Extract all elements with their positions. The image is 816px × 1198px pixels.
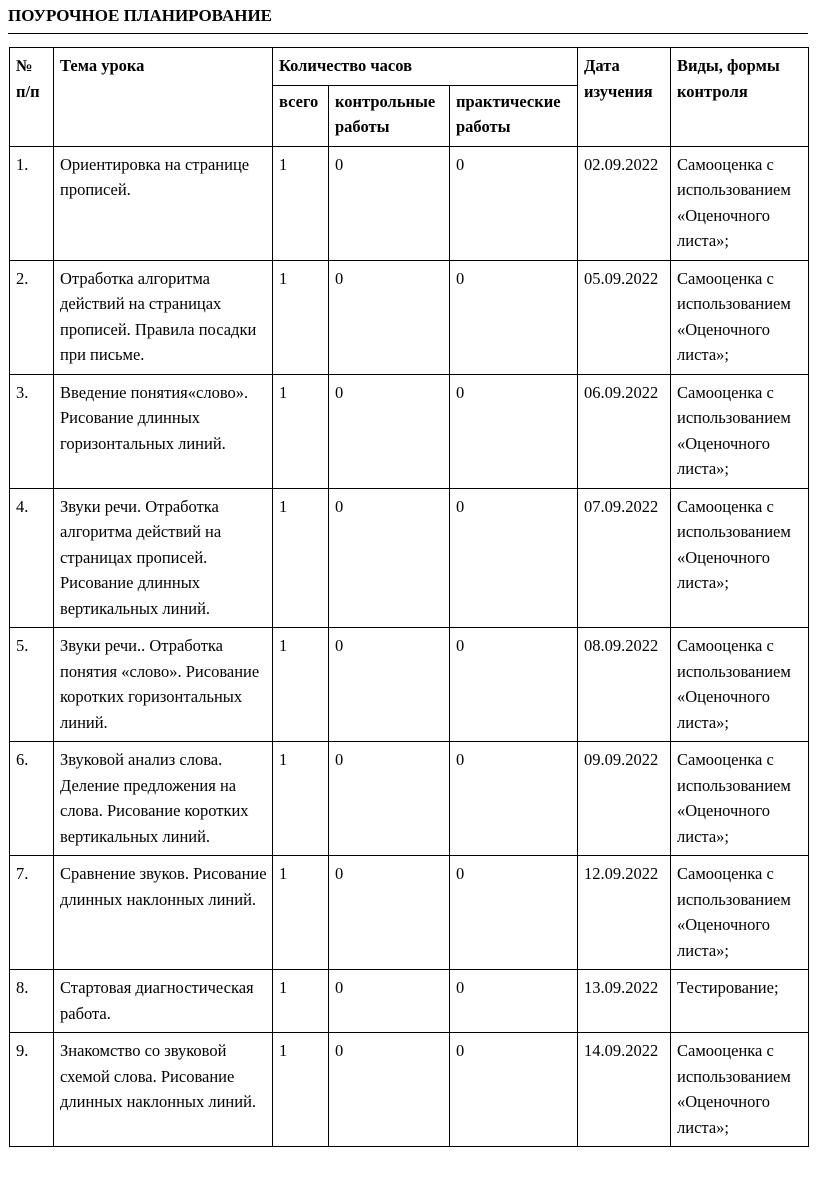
row-practical-works-cell: 0 [450,628,578,742]
row-practical-works-cell: 0 [450,856,578,970]
row-practical-works-cell: 0 [450,970,578,1033]
header-total: всего [273,85,329,146]
row-total-hours-cell: 1 [273,742,329,856]
row-total-hours-cell: 1 [273,628,329,742]
row-practical-works-cell: 0 [450,1033,578,1147]
row-total-hours-cell: 1 [273,1033,329,1147]
row-control-works-cell: 0 [329,146,450,260]
row-total-hours-cell: 1 [273,970,329,1033]
table-row [10,260,809,374]
row-control-form-cell: Тестирование; [671,970,809,1033]
row-topic-cell: Отработка алгоритма действий на страницах прописей. Правила посадки при письме. [54,260,273,374]
table-row [10,488,809,628]
row-date-cell: 08.09.2022 [578,628,671,742]
row-total-hours-cell: 1 [273,856,329,970]
row-date-cell: 06.09.2022 [578,374,671,488]
row-control-works-cell: 0 [329,488,450,628]
header-hours: Количество часов [273,48,578,86]
row-topic-cell: Введение понятия«слово». Рисование длинных горизонтальных линий. [54,374,273,488]
row-control-form-cell: Самооценка с использованием «Оценочного листа»; [671,260,809,374]
header-date: Дата изучения [578,48,671,147]
row-number-cell: 6. [10,742,54,856]
row-control-form-cell: Самооценка с использованием «Оценочного листа»; [671,742,809,856]
header-topic: Тема урока [54,48,273,147]
row-practical-works-cell: 0 [450,742,578,856]
row-control-works-cell: 0 [329,374,450,488]
row-topic-cell: Сравнение звуков. Рисование длинных наклонных линий. [54,856,273,970]
row-control-form-cell: Самооценка с использованием «Оценочного листа»; [671,488,809,628]
page-title: ПОУРОЧНОЕ ПЛАНИРОВАНИЕ [8,6,273,25]
row-practical-works-cell: 0 [450,488,578,628]
row-control-works-cell: 0 [329,1033,450,1147]
row-control-works-cell: 0 [329,742,450,856]
row-topic-cell: Звуки речи.. Отработка понятия «слово». Рисование коротких горизонтальных линий. [54,628,273,742]
table-header-row [10,48,809,86]
row-control-works-cell: 0 [329,856,450,970]
row-number-cell: 1. [10,146,54,260]
row-number-cell: 8. [10,970,54,1033]
row-number-cell: 9. [10,1033,54,1147]
row-topic-cell: Знакомство со звуковой схемой слова. Рисование длинных наклонных линий. [54,1033,273,1147]
row-number-cell: 7. [10,856,54,970]
row-date-cell: 05.09.2022 [578,260,671,374]
row-date-cell: 13.09.2022 [578,970,671,1033]
row-topic-cell: Ориентировка на странице прописей. [54,146,273,260]
row-control-form-cell: Самооценка с использованием «Оценочного листа»; [671,628,809,742]
header-control-works: контрольные работы [329,85,450,146]
table-row [10,146,809,260]
row-total-hours-cell: 1 [273,146,329,260]
row-total-hours-cell: 1 [273,488,329,628]
row-topic-cell: Стартовая диагностическая работа. [54,970,273,1033]
row-practical-works-cell: 0 [450,260,578,374]
row-date-cell: 09.09.2022 [578,742,671,856]
row-control-form-cell: Самооценка с использованием «Оценочного листа»; [671,856,809,970]
row-control-form-cell: Самооценка с использованием «Оценочного листа»; [671,374,809,488]
table-row [10,856,809,970]
header-practical-works: практические работы [450,85,578,146]
row-control-form-cell: Самооценка с использованием «Оценочного листа»; [671,146,809,260]
table-row [10,970,809,1033]
lesson-plan-table [9,47,809,1147]
row-number-cell: 2. [10,260,54,374]
row-number-cell: 5. [10,628,54,742]
title-divider [8,33,808,34]
row-practical-works-cell: 0 [450,374,578,488]
row-date-cell: 14.09.2022 [578,1033,671,1147]
row-control-works-cell: 0 [329,628,450,742]
row-topic-cell: Звуки речи. Отработка алгоритма действий на страницах прописей. Рисование длинных вертикальных линий. [54,488,273,628]
row-control-form-cell: Самооценка с использованием «Оценочного листа»; [671,1033,809,1147]
row-date-cell: 12.09.2022 [578,856,671,970]
header-control-forms: Виды, формы контроля [671,48,809,147]
row-number-cell: 4. [10,488,54,628]
table-row [10,1033,809,1147]
row-date-cell: 02.09.2022 [578,146,671,260]
row-practical-works-cell: 0 [450,146,578,260]
row-total-hours-cell: 1 [273,260,329,374]
row-control-works-cell: 0 [329,260,450,374]
row-control-works-cell: 0 [329,970,450,1033]
header-number: № п/п [10,48,54,147]
table-row [10,742,809,856]
table-row [10,374,809,488]
table-row [10,628,809,742]
row-total-hours-cell: 1 [273,374,329,488]
row-number-cell: 3. [10,374,54,488]
row-topic-cell: Звуковой анализ слова. Деление предложения на слова. Рисование коротких вертикальных линий. [54,742,273,856]
row-date-cell: 07.09.2022 [578,488,671,628]
